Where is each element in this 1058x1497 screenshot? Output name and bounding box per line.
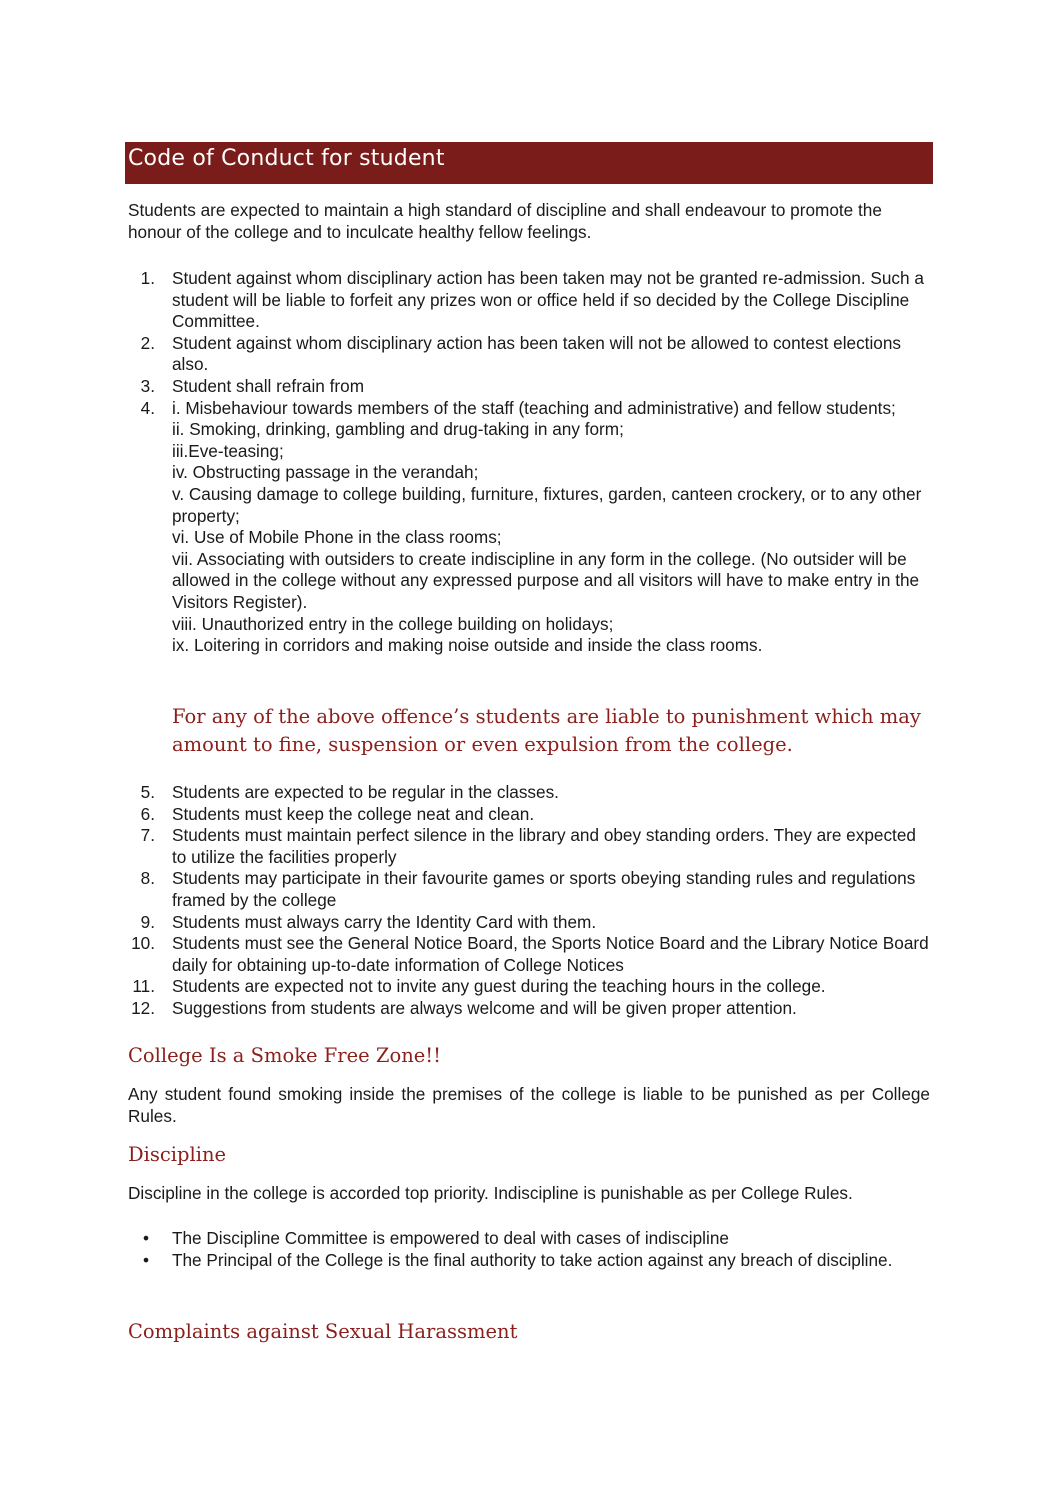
- smoke-free-paragraph: Any student found smoking inside the premises of the college is liable to be punished as per College Rules.: [128, 1084, 930, 1126]
- list-item-text: The Discipline Committee is empowered to deal with cases of indiscipline: [172, 1228, 729, 1248]
- offence-item: viii. Unauthorized entry in the college building on holidays;: [172, 613, 614, 634]
- list-item-text: Students must maintain perfect silence in the library and obey standing orders. They are expected to utilize the facilities properly: [172, 825, 916, 867]
- list-number: 2.: [140, 332, 155, 353]
- list-item: [128, 333, 934, 376]
- list-item: [128, 804, 934, 826]
- offence-item: iii.Eve-teasing;: [172, 440, 284, 461]
- list-item: [128, 825, 934, 868]
- bullet-icon: •: [143, 1249, 150, 1270]
- list-number: 4.: [140, 397, 155, 418]
- list-item-text: Students must keep the college neat and clean.: [172, 803, 535, 824]
- smoke-free-heading: College Is a Smoke Free Zone!!: [128, 1044, 441, 1067]
- rules-list-part-1: [128, 268, 934, 657]
- punishment-warning: For any of the above offence’s students are liable to punishment which may amount to fine, suspension or even expulsion from the college.: [172, 705, 921, 756]
- offence-item: ii. Smoking, drinking, gambling and drug-taking in any form;: [172, 419, 624, 440]
- list-item-text: Suggestions from students are always welcome and will be given proper attention.: [172, 997, 797, 1018]
- discipline-heading: Discipline: [128, 1143, 227, 1166]
- offence-item: v. Causing damage to college building, furniture, fixtures, garden, canteen crockery, or to any other property;: [172, 483, 922, 526]
- list-number: 6.: [140, 803, 155, 824]
- list-item-text: The Principal of the College is the final authority to take action against any breach of discipline.: [172, 1249, 893, 1270]
- list-item: [128, 912, 934, 934]
- offence-item: i. Misbehaviour towards members of the staff (teaching and administrative) and fellow students;: [172, 397, 896, 418]
- list-number: 3.: [140, 375, 155, 396]
- list-item: [128, 1250, 934, 1272]
- list-number: 9.: [140, 911, 155, 932]
- list-item: [128, 976, 934, 998]
- list-number: 5.: [140, 782, 155, 802]
- list-item-offences: [128, 398, 934, 657]
- list-item: [128, 933, 934, 976]
- list-item-text: Students may participate in their favourite games or sports obeying standing rules and regulations framed by the college: [172, 868, 916, 910]
- list-number: 7.: [140, 825, 155, 846]
- list-item: [128, 376, 934, 398]
- list-item: [128, 782, 934, 804]
- intro-paragraph: Students are expected to maintain a high standard of discipline and shall endeavour to promote the honour of the college and to inculcate healthy fellow feelings.: [128, 200, 882, 242]
- offence-item: vi. Use of Mobile Phone in the class rooms;: [172, 527, 502, 548]
- list-item-text: Students must see the General Notice Board, the Sports Notice Board and the Library Notice Board daily for obtaining up-to-date information of College Notices: [172, 933, 929, 975]
- list-item: [128, 1228, 934, 1250]
- list-number: 8.: [140, 868, 155, 889]
- bullet-icon: •: [143, 1228, 150, 1248]
- list-number: 1.: [140, 268, 155, 288]
- list-item-text: Students are expected to be regular in the classes.: [172, 782, 559, 802]
- page-title: Code of Conduct for student: [128, 146, 445, 171]
- offence-item: ix. Loitering in corridors and making noise outside and inside the class rooms.: [172, 635, 763, 656]
- offence-item: vii. Associating with outsiders to create indiscipline in any form in the college. (No outsider will be allowed in the college without any expressed purpose and all visitors will have to make entry in the Visitors Register).: [172, 548, 920, 612]
- list-item-text: Student shall refrain from: [172, 375, 365, 396]
- list-item-text: Students must always carry the Identity Card with them.: [172, 911, 597, 932]
- list-item: [128, 868, 934, 911]
- list-number: 11.: [132, 976, 155, 997]
- list-item-text: Student against whom disciplinary action has been taken will not be allowed to contest elections also.: [172, 332, 901, 375]
- list-number: 12.: [131, 997, 155, 1018]
- list-number: 10.: [131, 933, 155, 954]
- list-item: [128, 998, 934, 1020]
- sexual-harassment-heading: Complaints against Sexual Harassment: [128, 1320, 518, 1343]
- discipline-paragraph: Discipline in the college is accorded top priority. Indiscipline is punishable as per College Rules.: [128, 1183, 853, 1203]
- list-item: [128, 268, 934, 333]
- rules-list-part-2: [128, 782, 934, 1020]
- page-title-banner: [125, 142, 933, 184]
- list-item-text: Student against whom disciplinary action has been taken may not be granted re-admission. Such a student will be liable to forfeit any prizes won or office held if so decided by the College Discipline Committee.: [172, 268, 924, 332]
- offence-item: iv. Obstructing passage in the verandah;: [172, 462, 479, 483]
- discipline-bullet-list: [128, 1228, 934, 1271]
- list-item-text: Students are expected not to invite any guest during the teaching hours in the college.: [172, 976, 826, 997]
